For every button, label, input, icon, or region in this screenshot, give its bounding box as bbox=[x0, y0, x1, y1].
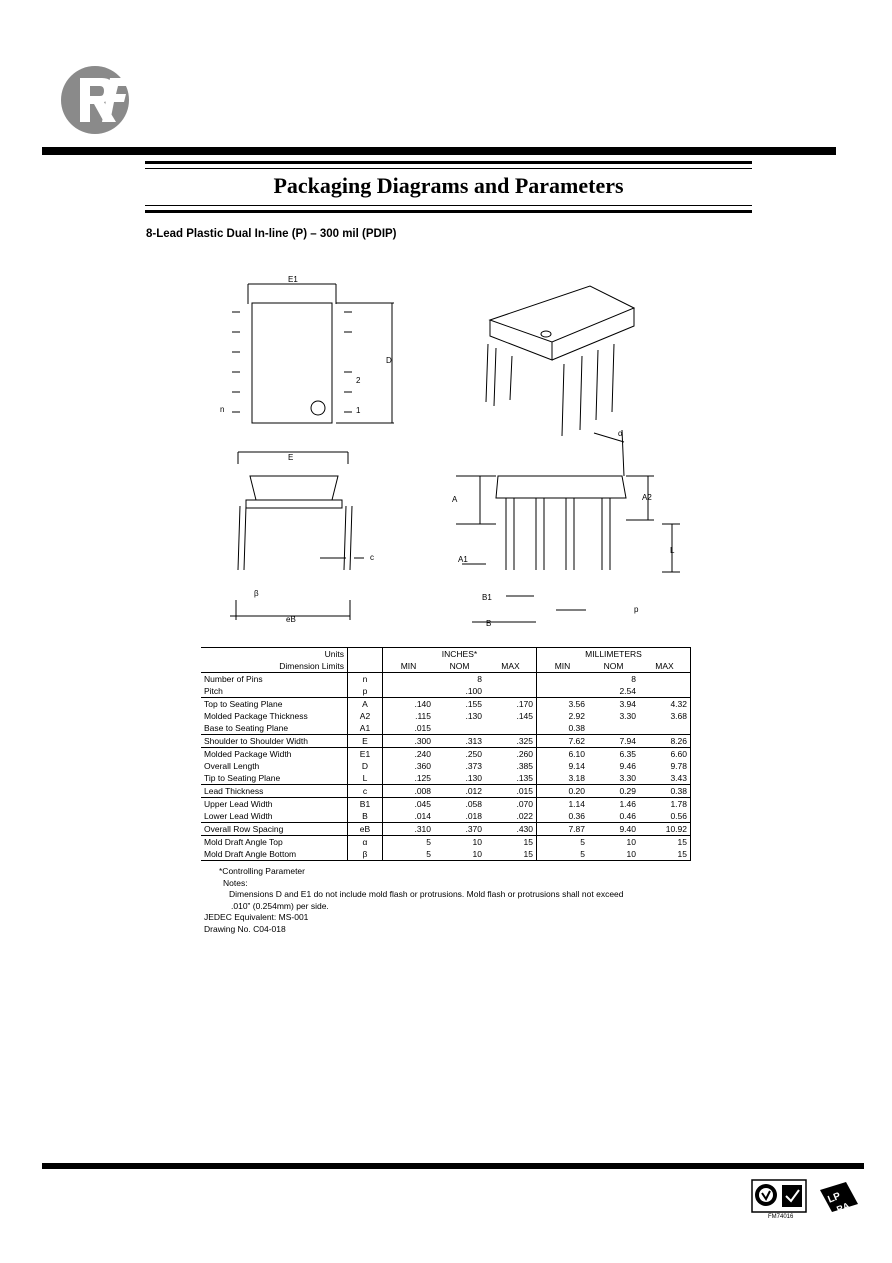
param-name: Lower Lead Width bbox=[204, 810, 273, 821]
param-value: 3.56 bbox=[537, 698, 589, 711]
param-value: .022 bbox=[516, 810, 533, 821]
top-view bbox=[220, 275, 394, 423]
param-value: .130 bbox=[465, 710, 482, 721]
company-logo bbox=[52, 60, 138, 146]
dim-label-beta: β bbox=[254, 589, 259, 598]
param-name: Shoulder to Shoulder Width bbox=[201, 735, 348, 748]
table-row bbox=[201, 785, 691, 798]
table-row bbox=[201, 848, 691, 861]
package-diagram bbox=[200, 270, 700, 640]
param-symbol: c bbox=[348, 785, 383, 798]
param-value: .385 bbox=[516, 760, 533, 771]
table-row bbox=[201, 836, 691, 849]
param-value: 0.20 bbox=[537, 785, 589, 798]
param-value: 1.14 bbox=[537, 798, 589, 811]
param-value: 6.35 bbox=[588, 748, 639, 761]
dim-label-B: B bbox=[486, 619, 492, 628]
param-value: .310 bbox=[383, 823, 435, 836]
table-row bbox=[201, 772, 691, 785]
dim-label-E: E bbox=[288, 453, 294, 462]
param-value: .240 bbox=[383, 748, 435, 761]
param-value: 0.46 bbox=[619, 810, 636, 821]
controlling-note: *Controlling Parameter bbox=[219, 866, 305, 876]
col-header: NOM bbox=[434, 660, 485, 673]
param-value bbox=[537, 685, 589, 698]
param-value bbox=[639, 685, 691, 698]
param-value: .015 bbox=[485, 785, 537, 798]
note-1: Dimensions D and E1 do not include mold flash or protrusions. Mold flash or protrusions shall not exceed bbox=[229, 889, 624, 899]
param-name: Lead Thickness bbox=[201, 785, 348, 798]
param-name: Mold Draft Angle Top bbox=[201, 836, 348, 849]
param-value: .170 bbox=[485, 698, 537, 711]
dim-label-p: p bbox=[634, 605, 639, 614]
param-value: .014 bbox=[414, 810, 431, 821]
rf-solutions-logo-icon bbox=[52, 60, 138, 146]
page-title: Packaging Diagrams and Parameters bbox=[273, 173, 624, 198]
param-value: .045 bbox=[383, 798, 435, 811]
param-value bbox=[537, 673, 589, 686]
table-row bbox=[201, 798, 691, 811]
param-value: 2.92 bbox=[537, 710, 589, 722]
dim-label-E1: E1 bbox=[288, 275, 298, 284]
note-1b: .010” (0.254mm) per side. bbox=[231, 900, 329, 911]
param-value: .373 bbox=[465, 760, 482, 771]
param-value: 0.56 bbox=[639, 810, 691, 823]
param-value: 10 bbox=[588, 848, 639, 861]
param-symbol: p bbox=[348, 685, 383, 698]
param-value: 7.87 bbox=[537, 823, 589, 836]
param-value bbox=[485, 685, 537, 698]
param-value bbox=[639, 673, 691, 686]
param-value bbox=[588, 722, 639, 735]
param-value: 5 bbox=[537, 836, 589, 849]
side-view bbox=[230, 452, 374, 624]
param-value: 9.40 bbox=[588, 823, 639, 836]
drawing-number: Drawing No. C04-018 bbox=[204, 923, 286, 934]
param-value: 3.30 bbox=[619, 772, 636, 783]
param-value: 15 bbox=[639, 836, 691, 849]
param-value bbox=[485, 673, 537, 686]
table-row bbox=[201, 710, 691, 722]
dimension-limits-label: Dimension Limits bbox=[201, 660, 348, 673]
iso-certification-badge-icon bbox=[750, 1178, 860, 1222]
col-header: MIN bbox=[383, 660, 435, 673]
param-symbol: α bbox=[348, 836, 383, 849]
param-value bbox=[485, 722, 537, 735]
param-name: Molded Package Thickness bbox=[204, 710, 308, 721]
param-value: 8.26 bbox=[639, 735, 691, 748]
param-value: 8 bbox=[477, 673, 482, 684]
param-value: 4.32 bbox=[639, 698, 691, 711]
param-value: 3.18 bbox=[537, 772, 589, 785]
units-label: Units bbox=[201, 648, 348, 661]
param-value: .145 bbox=[516, 710, 533, 721]
param-name: Overall Length bbox=[204, 760, 260, 771]
param-value: 9.46 bbox=[619, 760, 636, 771]
param-value bbox=[639, 722, 691, 735]
param-value: 1.78 bbox=[639, 798, 691, 811]
param-value: .140 bbox=[383, 698, 435, 711]
param-value: .070 bbox=[485, 798, 537, 811]
param-name: Number of Pins bbox=[204, 673, 263, 684]
dim-label-eB: eB bbox=[286, 615, 296, 624]
param-symbol: E bbox=[348, 735, 383, 748]
front-view bbox=[452, 429, 680, 628]
notes-label: Notes: bbox=[223, 877, 248, 888]
param-symbol: B bbox=[348, 810, 383, 823]
param-value: .130 bbox=[465, 772, 482, 783]
cert-number: FM74016 bbox=[768, 1214, 794, 1220]
table-row bbox=[201, 735, 691, 748]
col-header: MAX bbox=[639, 660, 691, 673]
table-row bbox=[201, 698, 691, 711]
dim-label-D: D bbox=[386, 356, 392, 365]
table-row bbox=[201, 722, 691, 735]
dim-label-alpha: α bbox=[618, 429, 623, 438]
table-row bbox=[201, 810, 691, 823]
param-value: .058 bbox=[434, 798, 485, 811]
notes-block bbox=[204, 866, 624, 935]
param-value: .300 bbox=[383, 735, 435, 748]
param-value: .313 bbox=[434, 735, 485, 748]
param-value: 5 bbox=[383, 848, 435, 861]
param-value: 3.43 bbox=[639, 772, 691, 785]
param-value: 5 bbox=[383, 836, 435, 849]
param-value: .250 bbox=[434, 748, 485, 761]
param-value: 10 bbox=[588, 836, 639, 849]
param-symbol: D bbox=[348, 760, 383, 772]
lpra-logo-icon bbox=[820, 1182, 858, 1215]
param-value bbox=[434, 722, 485, 735]
param-value: 3.68 bbox=[639, 710, 691, 722]
dim-label-c: c bbox=[370, 553, 374, 562]
param-symbol: E1 bbox=[348, 748, 383, 761]
footer-rule bbox=[42, 1163, 864, 1169]
dim-label-A: A bbox=[452, 495, 458, 504]
param-value: 10 bbox=[434, 848, 485, 861]
jedec-equivalent: JEDEC Equivalent: MS-001 bbox=[204, 912, 309, 922]
param-name: Mold Draft Angle Bottom bbox=[201, 848, 348, 861]
param-value: 15 bbox=[639, 848, 691, 861]
param-value: 3.94 bbox=[588, 698, 639, 711]
param-value bbox=[383, 685, 435, 698]
param-value: 10.92 bbox=[639, 823, 691, 836]
param-value: .018 bbox=[465, 810, 482, 821]
param-name: Tip to Seating Plane bbox=[204, 772, 281, 783]
param-value: 7.94 bbox=[588, 735, 639, 748]
param-name: Molded Package Width bbox=[201, 748, 348, 761]
param-value: .125 bbox=[414, 772, 431, 783]
dim-label-L: L bbox=[670, 546, 675, 555]
param-symbol: n bbox=[348, 673, 383, 686]
param-symbol: A bbox=[348, 698, 383, 711]
param-symbol: A2 bbox=[348, 710, 383, 722]
param-value: 15 bbox=[485, 848, 537, 861]
param-name: Upper Lead Width bbox=[201, 798, 348, 811]
param-symbol: A1 bbox=[348, 722, 383, 735]
mm-header: MILLIMETERS bbox=[537, 648, 691, 661]
header-rule bbox=[42, 147, 836, 155]
param-value: 9.14 bbox=[537, 760, 589, 772]
param-value: .325 bbox=[485, 735, 537, 748]
param-value: .360 bbox=[414, 760, 431, 771]
param-value: 10 bbox=[434, 836, 485, 849]
param-value: 3.30 bbox=[619, 710, 636, 721]
param-value bbox=[383, 673, 435, 686]
param-symbol: β bbox=[348, 848, 383, 861]
table-row bbox=[201, 748, 691, 761]
param-value: 8 bbox=[631, 673, 636, 684]
param-value: 6.10 bbox=[537, 748, 589, 761]
dim-label-A1: A1 bbox=[458, 555, 468, 564]
param-value: .430 bbox=[485, 823, 537, 836]
param-value: .015 bbox=[414, 722, 431, 733]
param-value: 7.62 bbox=[537, 735, 589, 748]
svg-text:RA: RA bbox=[835, 1200, 851, 1215]
svg-text:LP: LP bbox=[826, 1190, 843, 1206]
package-subtitle: 8-Lead Plastic Dual In-line (P) – 300 mil (PDIP) bbox=[146, 228, 397, 240]
param-value: .135 bbox=[516, 772, 533, 783]
table-row bbox=[201, 685, 691, 698]
table-row bbox=[201, 673, 691, 686]
param-value: 6.60 bbox=[639, 748, 691, 761]
isometric-view bbox=[486, 286, 634, 436]
param-name: Overall Row Spacing bbox=[201, 823, 348, 836]
param-value: 1.46 bbox=[588, 798, 639, 811]
param-name: Top to Seating Plane bbox=[201, 698, 348, 711]
pin-label-1: 1 bbox=[356, 406, 361, 415]
param-value: 9.78 bbox=[639, 760, 691, 772]
param-value: 0.38 bbox=[537, 722, 589, 735]
param-name: Pitch bbox=[204, 685, 223, 696]
col-header: NOM bbox=[588, 660, 639, 673]
param-value: .155 bbox=[434, 698, 485, 711]
col-header: MAX bbox=[485, 660, 537, 673]
inches-header: INCHES* bbox=[383, 648, 537, 661]
param-value: .370 bbox=[434, 823, 485, 836]
pin-label-2: 2 bbox=[356, 376, 361, 385]
col-header: MIN bbox=[537, 660, 589, 673]
param-value: 0.29 bbox=[588, 785, 639, 798]
dim-label-B1: B1 bbox=[482, 593, 492, 602]
title-box bbox=[145, 161, 752, 213]
param-value: .115 bbox=[415, 710, 431, 721]
dim-label-n: n bbox=[220, 405, 225, 414]
param-value: 5 bbox=[537, 848, 589, 861]
param-value: 15 bbox=[485, 836, 537, 849]
table-row bbox=[201, 760, 691, 772]
param-value: 0.36 bbox=[537, 810, 589, 823]
param-value: .260 bbox=[485, 748, 537, 761]
param-value: 2.54 bbox=[619, 685, 636, 696]
param-value: .012 bbox=[434, 785, 485, 798]
param-symbol: L bbox=[348, 772, 383, 785]
param-symbol: B1 bbox=[348, 798, 383, 811]
table-row bbox=[201, 823, 691, 836]
dimensions-table bbox=[201, 647, 691, 861]
param-value: .008 bbox=[383, 785, 435, 798]
param-symbol: eB bbox=[348, 823, 383, 836]
certification-logos bbox=[750, 1178, 860, 1222]
table-body bbox=[201, 673, 691, 861]
param-value: 0.38 bbox=[639, 785, 691, 798]
param-value: .100 bbox=[465, 685, 482, 696]
param-name: Base to Seating Plane bbox=[204, 722, 289, 733]
dim-label-A2: A2 bbox=[642, 493, 652, 502]
